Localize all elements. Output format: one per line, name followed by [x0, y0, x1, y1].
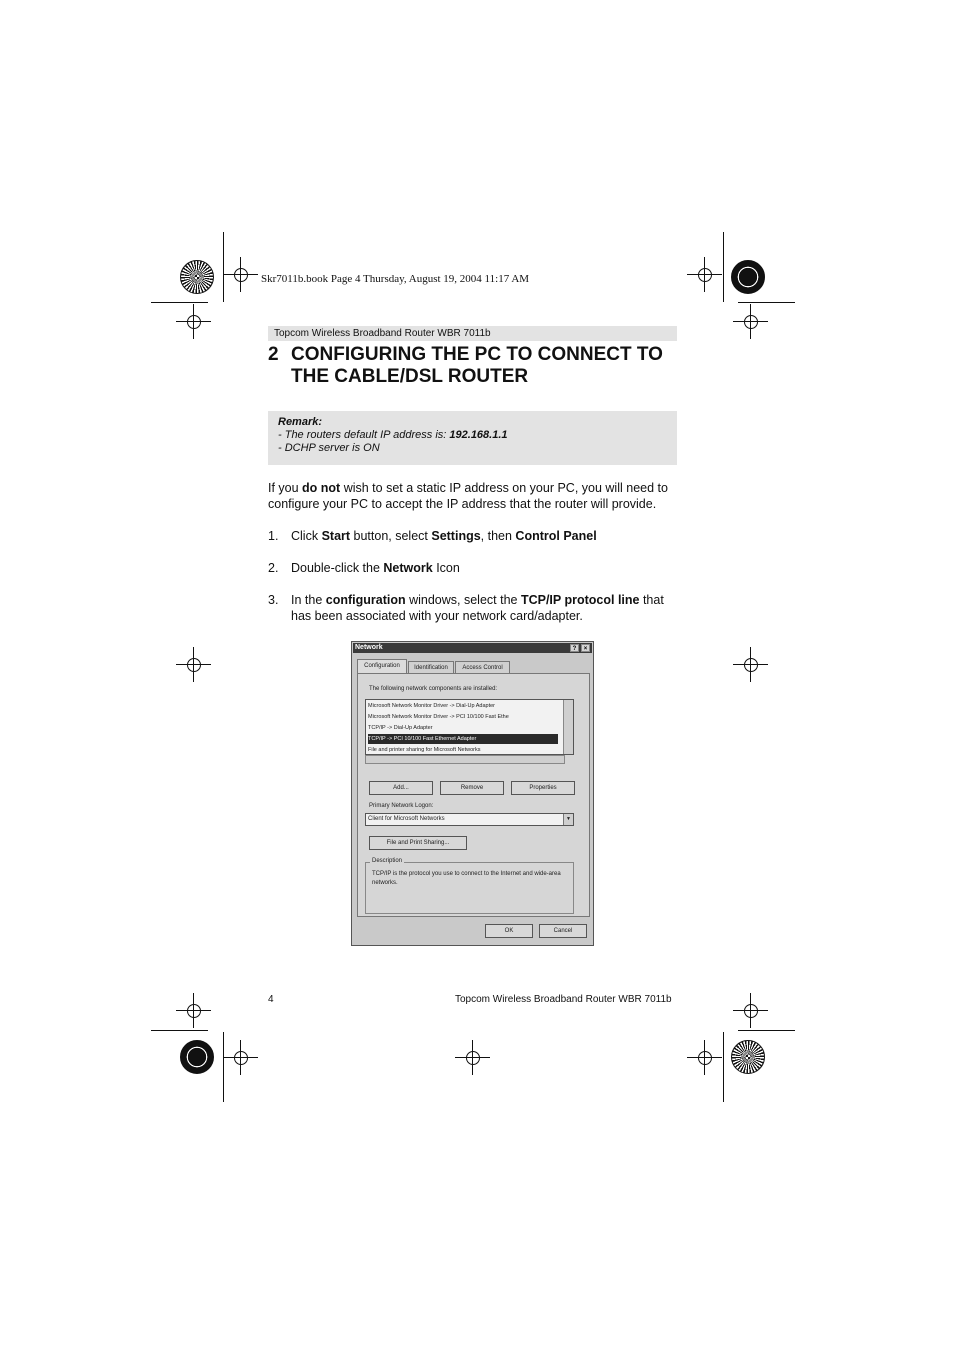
vertical-scrollbar[interactable]	[563, 700, 573, 754]
list-item[interactable]: File and printer sharing for Microsoft Networks	[368, 747, 481, 753]
step-2: 2. Double-click the Network Icon	[268, 561, 460, 575]
registration-cross-icon	[234, 268, 248, 282]
tab-configuration[interactable]: Configuration	[357, 659, 407, 674]
registration-star-icon	[180, 1040, 214, 1074]
description-group	[365, 858, 574, 914]
chevron-down-icon[interactable]: ▼	[563, 814, 573, 825]
registration-cross-icon	[187, 658, 201, 672]
tab-access-control[interactable]: Access Control	[455, 661, 510, 674]
step-1: 1. Click Start button, select Settings, then Control Panel	[268, 529, 597, 543]
step-3: 3. In the configuration windows, select the TCP/IP protocol line that has been associated with your network card/adapter.	[268, 593, 664, 623]
add-button[interactable]: Add...	[369, 781, 433, 795]
tab-identification[interactable]: Identification	[408, 661, 454, 674]
registration-star-icon	[731, 260, 765, 294]
primary-logon-select[interactable]	[365, 813, 574, 826]
list-item[interactable]: TCP/IP -> Dial-Up Adapter	[368, 725, 433, 731]
close-icon[interactable]: ×	[581, 644, 590, 652]
registration-cross-icon	[744, 315, 758, 329]
registration-cross-icon	[187, 315, 201, 329]
intro-paragraph: If you do not wish to set a static IP address on your PC, you will need to configure your PC to accept the IP address that the router will provide.	[268, 481, 668, 511]
running-header: Topcom Wireless Broadband Router WBR 7011b	[268, 326, 677, 341]
list-item[interactable]: Microsoft Network Monitor Driver -> Dial-Up Adapter	[368, 703, 495, 709]
registration-star-icon	[731, 1040, 765, 1074]
registration-cross-icon	[698, 1051, 712, 1065]
network-dialog-screenshot	[351, 641, 594, 946]
cancel-button[interactable]: Cancel	[539, 924, 587, 938]
footer-title: Topcom Wireless Broadband Router WBR 7011b	[455, 994, 672, 1005]
registration-cross-icon	[187, 1004, 201, 1018]
description-text: TCP/IP is the protocol you use to connect to the Internet and wide-area networks.	[372, 871, 561, 886]
logon-value: Client for Microsoft Networks	[368, 816, 445, 822]
default-ip: 192.168.1.1	[449, 429, 508, 441]
remark-box	[268, 411, 677, 465]
dialog-title-bar	[353, 643, 592, 653]
help-icon[interactable]: ?	[570, 644, 579, 652]
registration-star-icon	[180, 260, 214, 294]
chapter-title-text: CONFIGURING THE PC TO CONNECT TO THE CABLE/DSL ROUTER	[291, 344, 663, 387]
registration-cross-icon	[744, 658, 758, 672]
chapter-number: 2	[268, 344, 279, 365]
list-item[interactable]: Microsoft Network Monitor Driver -> PCI 10/100 Fast Ethe	[368, 714, 509, 720]
print-slug-line: Skr7011b.book Page 4 Thursday, August 19, 2004 11:17 AM	[261, 273, 530, 285]
remark-title: Remark:	[278, 416, 323, 428]
dialog-title: Network	[355, 644, 383, 651]
components-listbox[interactable]	[365, 699, 574, 755]
file-print-sharing-button[interactable]: File and Print Sharing...	[369, 836, 467, 850]
properties-button[interactable]: Properties	[511, 781, 575, 795]
remark-line-dhcp: - DCHP server is ON	[278, 442, 380, 454]
remark-line-ip: - The routers default IP address is: 192.168.1.1	[278, 429, 508, 441]
registration-cross-icon	[698, 268, 712, 282]
registration-cross-icon	[744, 1004, 758, 1018]
registration-cross-icon	[466, 1051, 480, 1065]
description-title: Description	[372, 858, 403, 864]
list-item-selected[interactable]: TCP/IP -> PCI 10/100 Fast Ethernet Adapter	[368, 734, 558, 744]
components-label: The following network components are installed:	[369, 686, 498, 692]
registration-cross-icon	[234, 1051, 248, 1065]
remove-button[interactable]: Remove	[440, 781, 504, 795]
horizontal-scrollbar[interactable]	[365, 755, 565, 764]
ok-button[interactable]: OK	[485, 924, 533, 938]
logon-label: Primary Network Logon:	[369, 803, 434, 809]
page-number: 4	[268, 994, 274, 1005]
